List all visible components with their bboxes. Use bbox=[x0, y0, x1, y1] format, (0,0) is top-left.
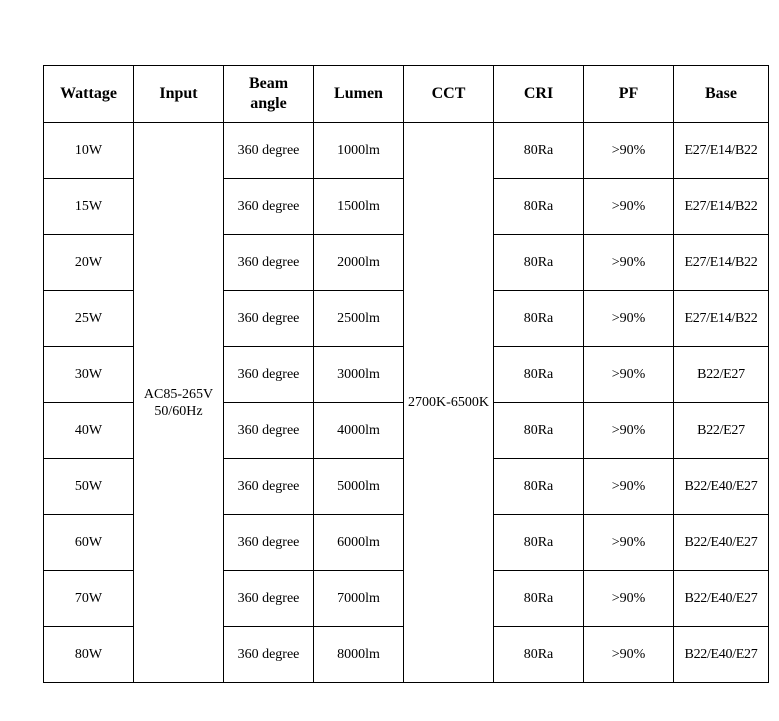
cell-wattage: 60W bbox=[44, 515, 134, 571]
cell-base: B22/E27 bbox=[674, 403, 769, 459]
cell-wattage: 50W bbox=[44, 459, 134, 515]
cell-pf: >90% bbox=[584, 291, 674, 347]
cell-beam-angle: 360 degree bbox=[224, 347, 314, 403]
cell-wattage: 30W bbox=[44, 347, 134, 403]
table-body bbox=[44, 123, 769, 683]
cell-pf: >90% bbox=[584, 515, 674, 571]
header-cri: CRI bbox=[494, 66, 584, 123]
cell-base: E27/E14/B22 bbox=[674, 123, 769, 179]
cell-beam-angle: 360 degree bbox=[224, 571, 314, 627]
cell-beam-angle: 360 degree bbox=[224, 123, 314, 179]
cell-pf: >90% bbox=[584, 627, 674, 683]
header-wattage: Wattage bbox=[44, 66, 134, 123]
cell-pf: >90% bbox=[584, 123, 674, 179]
cell-base: B22/E40/E27 bbox=[674, 571, 769, 627]
cell-wattage: 10W bbox=[44, 123, 134, 179]
cell-lumen: 4000lm bbox=[314, 403, 404, 459]
cell-pf: >90% bbox=[584, 403, 674, 459]
cell-cct-merged: 2700K-6500K bbox=[404, 123, 494, 683]
cell-cri: 80Ra bbox=[494, 459, 584, 515]
input-frequency: 50/60Hz bbox=[154, 403, 203, 419]
spec-table bbox=[43, 65, 769, 683]
header-row bbox=[44, 66, 769, 123]
cell-lumen: 1500lm bbox=[314, 179, 404, 235]
cell-cri: 80Ra bbox=[494, 627, 584, 683]
cell-wattage: 80W bbox=[44, 627, 134, 683]
cell-base: E27/E14/B22 bbox=[674, 235, 769, 291]
header-input: Input bbox=[134, 66, 224, 123]
header-beam-angle-line1: Beam bbox=[248, 75, 289, 92]
cell-wattage: 25W bbox=[44, 291, 134, 347]
cell-pf: >90% bbox=[584, 235, 674, 291]
cell-cri: 80Ra bbox=[494, 123, 584, 179]
cell-lumen: 5000lm bbox=[314, 459, 404, 515]
cell-wattage: 40W bbox=[44, 403, 134, 459]
header-base: Base bbox=[674, 66, 769, 123]
cell-base: B22/E40/E27 bbox=[674, 459, 769, 515]
cell-lumen: 1000lm bbox=[314, 123, 404, 179]
header-pf: PF bbox=[584, 66, 674, 123]
input-voltage: AC85-265V bbox=[143, 386, 214, 402]
cell-base: E27/E14/B22 bbox=[674, 291, 769, 347]
cell-pf: >90% bbox=[584, 571, 674, 627]
cell-base: B22/E27 bbox=[674, 347, 769, 403]
cell-beam-angle: 360 degree bbox=[224, 235, 314, 291]
header-beam-angle-line2: angle bbox=[250, 95, 287, 112]
cell-pf: >90% bbox=[584, 347, 674, 403]
cell-pf: >90% bbox=[584, 459, 674, 515]
cell-lumen: 2000lm bbox=[314, 235, 404, 291]
cell-beam-angle: 360 degree bbox=[224, 627, 314, 683]
cell-lumen: 3000lm bbox=[314, 347, 404, 403]
cell-cri: 80Ra bbox=[494, 235, 584, 291]
cell-lumen: 8000lm bbox=[314, 627, 404, 683]
cell-cri: 80Ra bbox=[494, 291, 584, 347]
cell-beam-angle: 360 degree bbox=[224, 459, 314, 515]
cell-beam-angle: 360 degree bbox=[224, 515, 314, 571]
cell-beam-angle: 360 degree bbox=[224, 179, 314, 235]
cell-lumen: 6000lm bbox=[314, 515, 404, 571]
cell-cri: 80Ra bbox=[494, 179, 584, 235]
cell-beam-angle: 360 degree bbox=[224, 403, 314, 459]
cell-pf: >90% bbox=[584, 179, 674, 235]
table-row bbox=[44, 123, 769, 179]
cell-cri: 80Ra bbox=[494, 347, 584, 403]
cell-wattage: 15W bbox=[44, 179, 134, 235]
cell-input-merged bbox=[134, 123, 224, 683]
cell-beam-angle: 360 degree bbox=[224, 291, 314, 347]
cell-wattage: 20W bbox=[44, 235, 134, 291]
cell-wattage: 70W bbox=[44, 571, 134, 627]
header-cct: CCT bbox=[404, 66, 494, 123]
cell-base: B22/E40/E27 bbox=[674, 627, 769, 683]
cell-base: E27/E14/B22 bbox=[674, 179, 769, 235]
cell-cri: 80Ra bbox=[494, 403, 584, 459]
header-lumen: Lumen bbox=[314, 66, 404, 123]
header-beam-angle bbox=[224, 66, 314, 123]
cell-base: B22/E40/E27 bbox=[674, 515, 769, 571]
cell-cri: 80Ra bbox=[494, 571, 584, 627]
cell-cri: 80Ra bbox=[494, 515, 584, 571]
cell-lumen: 7000lm bbox=[314, 571, 404, 627]
cell-lumen: 2500lm bbox=[314, 291, 404, 347]
